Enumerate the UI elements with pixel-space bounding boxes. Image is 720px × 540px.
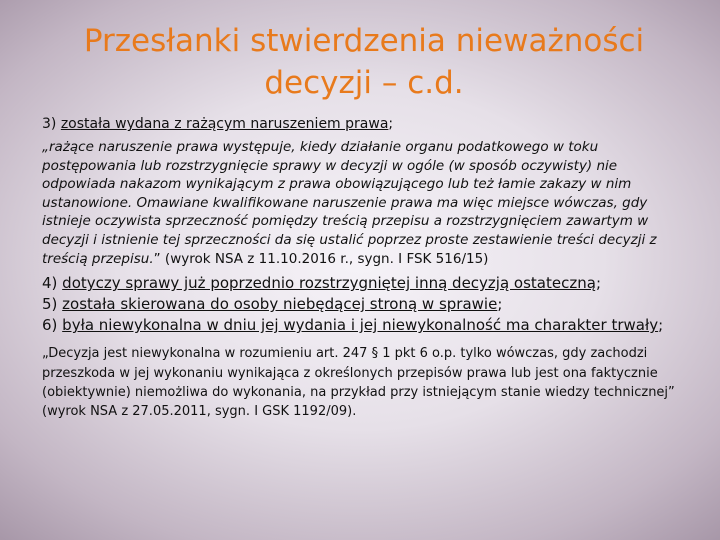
item-5-text: została skierowana do osoby niebędącej stroną w sprawie bbox=[62, 295, 498, 314]
item-3 bbox=[42, 115, 686, 133]
item-5-number: 5) bbox=[42, 295, 63, 314]
item-6-suffix: ; bbox=[658, 316, 664, 335]
item-4-suffix: ; bbox=[595, 274, 601, 293]
item-6-text: była niewykonalna w dniu jej wydania i jej niewykonalność ma charakter trwały bbox=[62, 316, 659, 335]
item-5-suffix: ; bbox=[497, 295, 503, 314]
item-4-text: dotyczy sprawy już poprzednio rozstrzygniętej inną decyzją ostateczną bbox=[62, 274, 596, 293]
item-4-number: 4) bbox=[42, 274, 63, 293]
title-line-2: decyzji – c.d. bbox=[264, 65, 464, 101]
quote-1-reference: ” (wyrok NSA z 11.10.2016 r., sygn. I FSK 516/15) bbox=[153, 250, 489, 267]
item-5 bbox=[42, 294, 686, 315]
item-3-number: 3) bbox=[42, 116, 61, 132]
item-4 bbox=[42, 273, 686, 294]
quote-2: „Decyzja jest niewykonalna w rozumieniu art. 247 § 1 pkt 6 o.p. tylko wówczas, gdy zachodzi przeszkoda w jej wykonaniu wynikająca z określonych przepisów prawa lub jest ona faktycznie (obiektywnie) niemożliwa do wykonania, na przykład przy istniejącym stanie wiedzy technicznej” (wyrok NSA z 27.05.2011, sygn. I GSK 1192/09). bbox=[42, 346, 675, 420]
item-3-text: została wydana z rażącym naruszeniem prawa bbox=[60, 116, 389, 132]
slide-title bbox=[42, 20, 686, 104]
quote-1-text: „rażące naruszenie prawa występuje, kiedy działanie organu podatkowego w toku postępowania lub rozstrzygnięcie sprawy w decyzji w ogóle (w sposób oczywisty) nie odpowiada nakazom wynikającym z prawa obowiązującego lub też łamie zakazy w nim ustanowione. Omawiane kwalifikowane naruszenie prawa ma więc miejsce wówczas, gdy istnieje oczywista sprzeczność pomiędzy treścią przepisu a rozstrzygnięciem zawartym w decyzji i istnienie tej sprzeczności da się ustalić poprzez proste zestawienie treści decyzji z treścią przepisu. bbox=[42, 139, 657, 267]
title-line-1: Przesłanki stwierdzenia nieważności bbox=[83, 23, 645, 59]
item-6 bbox=[42, 315, 686, 336]
item-3-suffix: ; bbox=[388, 116, 394, 132]
quote-1 bbox=[42, 138, 686, 268]
item-6-number: 6) bbox=[42, 316, 63, 335]
